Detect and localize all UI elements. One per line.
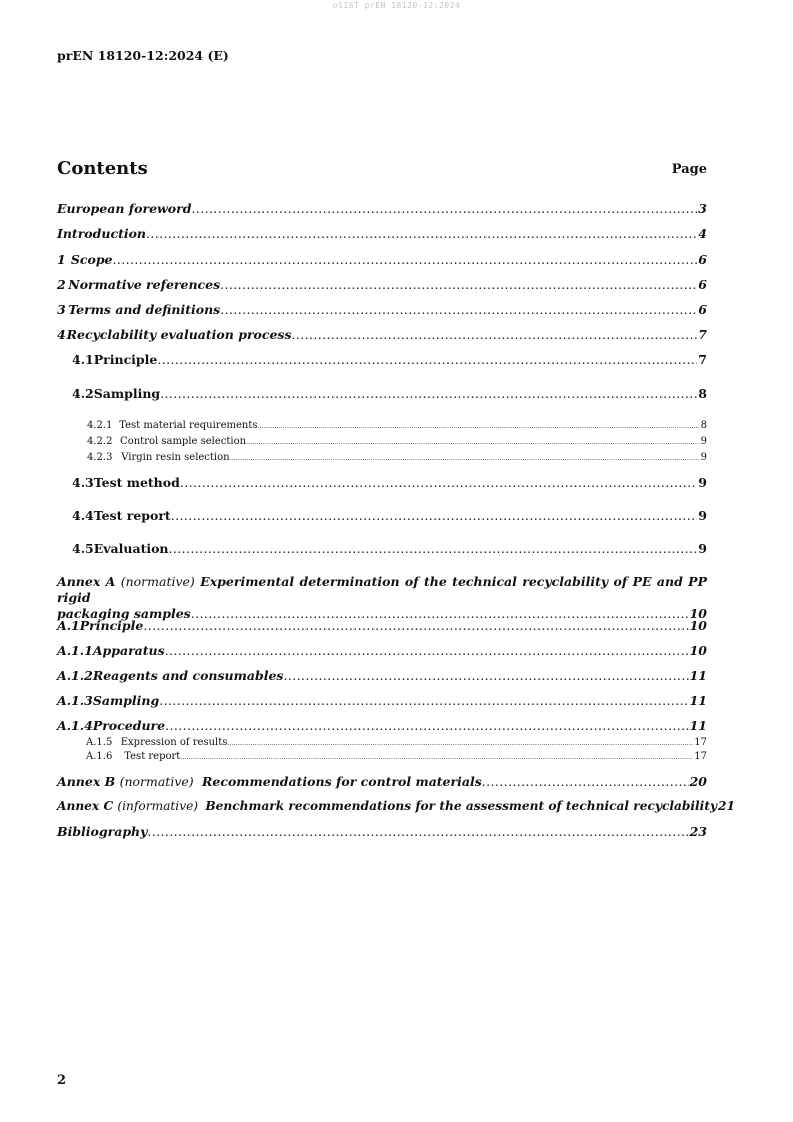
toc-entry-4-2-2[interactable] [87, 436, 707, 448]
toc-entry-a-1-1-apparatus[interactable] [57, 643, 707, 658]
leader-dots [159, 693, 688, 708]
toc-entry-a-1-2-reagents[interactable] [57, 668, 707, 683]
toc-number: 4.2 [72, 386, 94, 401]
toc-page: 9 [698, 508, 707, 523]
toc-page: 17 [694, 737, 707, 748]
toc-label: Test material requirements [119, 420, 258, 431]
toc-entry-4-3-test-method[interactable] [72, 475, 707, 490]
toc-page: 10 [689, 618, 707, 633]
document-id: prEN 18120-12:2024 (E) [57, 48, 229, 63]
toc-number: 1 [57, 252, 66, 267]
toc-entry-a-1-6[interactable] [86, 751, 707, 763]
leader-dots [180, 475, 697, 490]
leader-dots [157, 352, 697, 367]
toc-page: 6 [698, 302, 707, 317]
annex-prefix: Annex A [57, 574, 116, 589]
toc-entry-a-1-3-sampling[interactable] [57, 693, 707, 708]
toc-number: 4.2.2 [87, 436, 113, 447]
toc-number: 3 [57, 302, 66, 317]
toc-page: 11 [689, 718, 707, 733]
toc-label: Evaluation [93, 541, 169, 556]
leader-dots [180, 751, 693, 763]
toc-label: Test method [93, 475, 180, 490]
annex-prefix: Annex C [57, 799, 114, 813]
toc-number: 4.3 [72, 475, 94, 490]
toc-entry-a-1-5[interactable] [86, 737, 707, 749]
toc-label: Sampling [92, 693, 160, 708]
toc-entry-normative-references[interactable] [57, 277, 707, 292]
toc-entry-introduction[interactable] [57, 226, 707, 241]
toc-number: A.1 [57, 618, 80, 633]
annex-type: (normative) [119, 774, 194, 789]
annex-type: (normative) [120, 574, 195, 589]
toc-number: 4.5 [72, 541, 94, 556]
contents-title: Contents [57, 158, 148, 179]
toc-label: Bibliography [57, 824, 148, 839]
toc-label: Reagents and consumables [92, 668, 284, 683]
page-column-label: Page [671, 162, 707, 177]
toc-label: Scope [70, 252, 113, 267]
toc-entry-4-2-3[interactable] [87, 452, 707, 464]
leader-dots [227, 737, 693, 749]
watermark: oSIST prEN 18120-12:2024 [332, 1, 461, 10]
toc-entry-european-foreword[interactable] [57, 201, 707, 216]
toc-entry-annex-a[interactable] [57, 574, 707, 622]
toc-page: 9 [698, 475, 707, 490]
leader-dots [283, 668, 688, 683]
toc-label: Principle [79, 618, 144, 633]
toc-page: 23 [689, 824, 707, 839]
toc-page: 9 [698, 541, 707, 556]
leader-dots [482, 774, 689, 789]
annex-title-line2: packaging samples [57, 606, 191, 621]
toc-entry-4-2-sampling[interactable] [72, 386, 707, 401]
toc-number: A.1.2 [57, 668, 93, 683]
toc-label: Virgin resin selection [121, 452, 230, 463]
toc-label: Sampling [93, 386, 161, 401]
leader-dots [165, 718, 689, 733]
toc-page: 4 [698, 226, 707, 241]
leader-dots [113, 252, 698, 267]
toc-entry-4-1-principle[interactable] [72, 352, 707, 367]
toc-label: Expression of results [120, 737, 228, 748]
toc-label: Benchmark recommendations for the assessment of technical recyclability [205, 799, 718, 813]
toc-label: Test report [124, 751, 181, 762]
toc-number: 4.4 [72, 508, 94, 523]
toc-number: 2 [57, 277, 66, 292]
leader-dots [165, 643, 689, 658]
toc-label: European foreword [57, 201, 192, 216]
toc-entry-4-5-evaluation[interactable] [72, 541, 707, 556]
toc-page: 9 [700, 452, 707, 463]
toc-entry-terms-definitions[interactable] [57, 302, 707, 317]
toc-number: 4.2.3 [87, 452, 113, 463]
toc-page: 9 [700, 436, 707, 447]
toc-page: 7 [698, 327, 707, 342]
annex-prefix: Annex B [57, 774, 116, 789]
leader-dots [169, 541, 698, 556]
toc-label: Recommendations for control materials [202, 774, 482, 789]
toc-number: 4.1 [72, 352, 94, 367]
toc-number: A.1.1 [57, 643, 93, 658]
toc-page: 7 [698, 352, 707, 367]
toc-number: 4.2.1 [87, 420, 113, 431]
leader-dots [258, 420, 700, 432]
toc-label: Terms and definitions [68, 302, 221, 317]
toc-label: Introduction [57, 226, 147, 241]
toc-page: 10 [689, 606, 707, 621]
toc-page: 10 [689, 643, 707, 658]
leader-dots [171, 508, 698, 523]
leader-dots [220, 302, 697, 317]
toc-page: 8 [698, 386, 707, 401]
toc-label: Normative references [68, 277, 221, 292]
leader-dots [160, 386, 697, 401]
toc-entry-4-2-1[interactable] [87, 420, 707, 432]
toc-page: 11 [689, 693, 707, 708]
toc-number: A.1.5 [86, 737, 113, 748]
contents-heading [57, 158, 707, 182]
toc-page: 8 [700, 420, 707, 431]
leader-dots [146, 226, 697, 241]
toc-label: Apparatus [92, 643, 165, 658]
toc-page: 20 [689, 774, 707, 789]
annex-title-line1: Experimental determination of the technical recyclability of PE and PP rigid [57, 574, 707, 605]
leader-dots [191, 201, 697, 216]
toc-page: 11 [689, 668, 707, 683]
page-number: 2 [57, 1073, 67, 1088]
toc-page: 17 [694, 751, 707, 762]
leader-dots [220, 277, 697, 292]
toc-label: Recyclability evaluation process [66, 327, 292, 342]
toc-entry-bibliography[interactable] [57, 824, 707, 839]
toc-page: 21 [718, 799, 735, 813]
toc-page: 6 [698, 252, 707, 267]
leader-dots [230, 452, 700, 464]
toc-entry-a-1-principle[interactable] [57, 618, 707, 633]
annex-type: (informative) [117, 799, 199, 813]
toc-entry-recyclability-evaluation[interactable] [57, 327, 707, 342]
toc-entry-a-1-4-procedure[interactable] [57, 718, 707, 733]
toc-entry-4-4-test-report[interactable] [72, 508, 707, 523]
toc-label: Test report [93, 508, 171, 523]
toc-label: Procedure [92, 718, 166, 733]
leader-dots [143, 618, 688, 633]
toc-entry-annex-b[interactable] [57, 774, 707, 789]
leader-dots [292, 327, 698, 342]
toc-label: Control sample selection [120, 436, 247, 447]
toc-number: A.1.3 [57, 693, 93, 708]
toc-page: 6 [698, 277, 707, 292]
leader-dots [246, 436, 700, 448]
toc-label: Principle [93, 352, 158, 367]
toc-page: 3 [698, 201, 707, 216]
toc-entry-scope[interactable] [57, 252, 707, 267]
leader-dots [147, 824, 688, 839]
toc-entry-annex-c[interactable] [57, 799, 735, 814]
toc-number: A.1.6 [86, 751, 113, 762]
toc-number: A.1.4 [57, 718, 93, 733]
toc-number: 4 [57, 327, 66, 342]
